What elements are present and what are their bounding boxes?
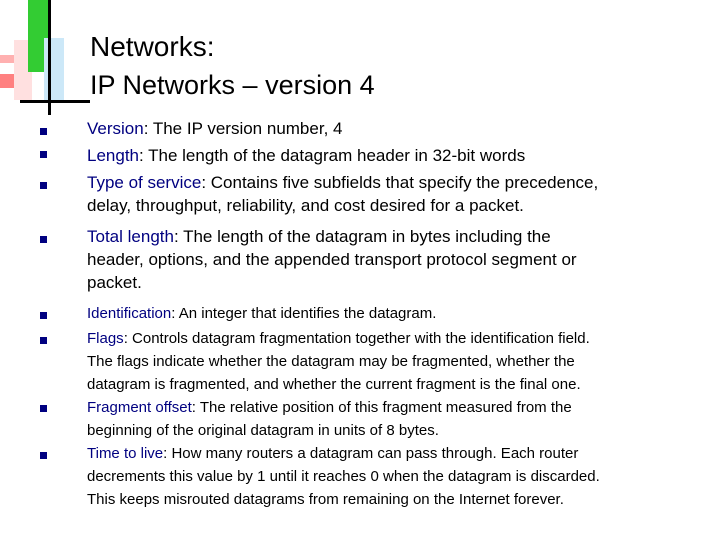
bullet-icon bbox=[40, 312, 47, 319]
item-term: Type of service bbox=[87, 173, 202, 192]
bullet-icon bbox=[40, 128, 47, 135]
item-line bbox=[87, 171, 707, 194]
bullet-icon bbox=[40, 182, 47, 189]
item-text: decrements this value by 1 until it reaches 0 when the datagram is discarded. bbox=[87, 468, 600, 485]
item-term: Identification bbox=[87, 305, 172, 322]
item-line bbox=[87, 117, 707, 140]
bullet-icon bbox=[40, 405, 47, 412]
bullet-icon bbox=[40, 452, 47, 459]
item-text: : The length of the datagram in bytes including the bbox=[173, 227, 551, 246]
list-item-identification bbox=[87, 302, 712, 325]
list-item-time-to-live bbox=[87, 442, 712, 511]
item-line bbox=[87, 302, 712, 325]
list-item-length bbox=[87, 144, 707, 167]
item-line bbox=[87, 442, 712, 465]
item-text: : The relative position of this fragment measured from the bbox=[191, 399, 572, 416]
item-text: beginning of the original datagram in units of 8 bytes. bbox=[87, 422, 439, 439]
list-item-type-of-service bbox=[87, 171, 707, 217]
item-text: : Controls datagram fragmentation together with the identification field. bbox=[123, 330, 590, 347]
item-text: : The IP version number, 4 bbox=[143, 119, 343, 138]
bullet-icon bbox=[40, 337, 47, 344]
list-item-version bbox=[87, 117, 707, 140]
list-item-fragment-offset bbox=[87, 396, 712, 442]
item-text: This keeps misrouted datagrams from remaining on the Internet forever. bbox=[87, 491, 564, 508]
list-item-total-length bbox=[87, 225, 707, 294]
item-term: Fragment offset bbox=[87, 399, 192, 416]
item-line bbox=[87, 327, 712, 350]
item-term: Length bbox=[87, 146, 139, 165]
item-text: The flags indicate whether the datagram may be fragmented, whether the bbox=[87, 353, 575, 370]
item-term: Time to live bbox=[87, 445, 164, 462]
list-item-flags bbox=[87, 327, 712, 396]
slide-subtitle: IP Networks – version 4 bbox=[90, 70, 375, 100]
item-line bbox=[87, 225, 707, 248]
bullet-icon bbox=[40, 236, 47, 243]
item-line bbox=[87, 144, 707, 167]
item-term: Flags bbox=[87, 330, 124, 347]
item-term: Version bbox=[87, 119, 144, 138]
item-text: : Contains five subfields that specify the precedence, bbox=[201, 173, 599, 192]
item-term: Total length bbox=[87, 227, 174, 246]
item-text: datagram is fragmented, and whether the current fragment is the final one. bbox=[87, 376, 581, 393]
item-text: delay, throughput, reliability, and cost desired for a packet. bbox=[87, 196, 524, 215]
item-text: : An integer that identifies the datagram. bbox=[171, 305, 437, 322]
item-text: : The length of the datagram header in 32-bit words bbox=[139, 146, 526, 165]
decor-horizontal-line bbox=[20, 100, 90, 103]
item-text: : How many routers a datagram can pass through. Each router bbox=[163, 445, 579, 462]
decor-vertical-line bbox=[48, 0, 51, 115]
slide-corner-decoration bbox=[0, 0, 90, 130]
bullet-icon bbox=[40, 151, 47, 158]
item-text: header, options, and the appended transport protocol segment or bbox=[87, 250, 577, 269]
item-line bbox=[87, 396, 712, 419]
decor-blue-block bbox=[44, 38, 64, 100]
slide-title: Networks: bbox=[90, 31, 215, 62]
item-text: packet. bbox=[87, 273, 142, 292]
